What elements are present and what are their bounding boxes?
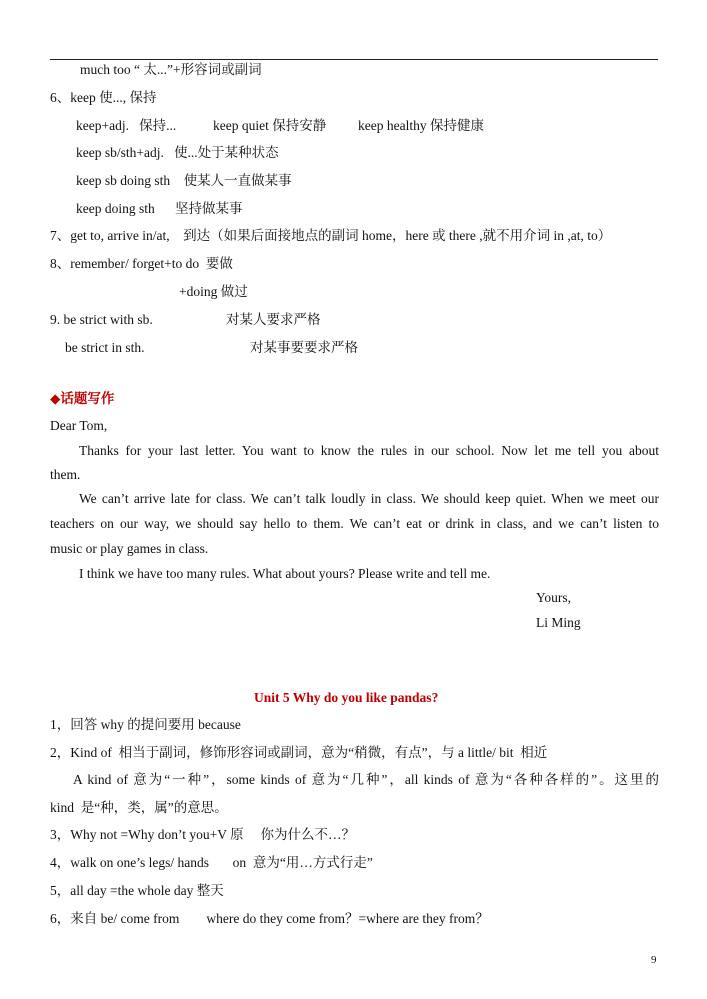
item-9-b: be strict in sth. bbox=[65, 340, 145, 355]
unit5-item-3: 3，Why not =Why don’t you+V 原 你为什么不…？ bbox=[50, 827, 355, 842]
unit5-item-4: 4，walk on one’s legs/ hands on 意为“用…方式行走” bbox=[50, 855, 373, 870]
letter-salutation: Dear Tom, bbox=[50, 418, 108, 433]
letter-p3: I think we have too many rules. What about yours? Please write and tell me. bbox=[79, 566, 491, 581]
unit5-item-5: 5，all day =the whole day 整天 bbox=[50, 883, 224, 898]
letter-p2-line1: We can’t arrive late for class. We can’t talk loudly in class. We should keep quiet. When we meet our bbox=[79, 491, 659, 506]
item-6-keep-doing: keep doing sth 坚持做某事 bbox=[76, 201, 243, 216]
letter-signature: Li Ming bbox=[536, 615, 581, 630]
header-rule bbox=[50, 59, 658, 60]
letter-p2-line3: music or play games in class. bbox=[50, 541, 209, 556]
item-9-chinese: 对某人要求严格 bbox=[226, 312, 321, 327]
item-9-b-chinese: 对某事要要求严格 bbox=[250, 340, 358, 355]
unit5-item-1: 1，回答 why 的提问要用 because bbox=[50, 717, 241, 732]
unit5-item-2b-line1: A kind of 意为“一种”，some kinds of 意为“几种”，all kinds of 意为“各种各样的”。这里的 bbox=[73, 772, 659, 787]
page-number: 9 bbox=[651, 954, 657, 966]
item-6-keep-adj: keep+adj. 保持... bbox=[76, 118, 177, 133]
letter-p1-line2: them. bbox=[50, 467, 81, 482]
item-8-doing: +doing 做过 bbox=[179, 284, 248, 299]
writing-heading: ◆话题写作 bbox=[50, 391, 115, 406]
item-7: 7、get to, arrive in/at, 到达（如果后面接地点的副词 home，here 或 there ,就不用介词 in ,at, to） bbox=[50, 228, 612, 243]
item-6-keep-quiet: keep quiet 保持安静 bbox=[213, 118, 327, 133]
unit5-item-6: 6，来自 be/ come from where do they come from？=where are they from？ bbox=[50, 911, 489, 926]
item-6-keep-sb-adj: keep sb/sth+adj. 使...处于某种状态 bbox=[76, 145, 279, 160]
item-6-heading: 6、keep 使..., 保持 bbox=[50, 90, 157, 105]
item-9: 9. be strict with sb. bbox=[50, 312, 153, 327]
item-8: 8、remember/ forget+to do 要做 bbox=[50, 256, 233, 271]
letter-closing: Yours, bbox=[536, 590, 572, 605]
unit5-item-2: 2，Kind of 相当于副词，修饰形容词或副词，意为“稍微，有点”，与 a little/ bit 相近 bbox=[50, 745, 548, 760]
letter-p2-line2: teachers on our way, we should say hello to them. We can’t eat or drink in class, and we can’t listen to bbox=[50, 516, 659, 531]
letter-p1-line1: Thanks for your last letter. You want to know the rules in our school. Now let me tell you about bbox=[79, 443, 659, 458]
unit5-title: Unit 5 Why do you like pandas? bbox=[254, 690, 439, 705]
much-too-line: much too “ 太...”+形容词或副词 bbox=[80, 62, 262, 77]
item-6-keep-healthy: keep healthy 保持健康 bbox=[358, 118, 484, 133]
item-6-keep-sb-doing: keep sb doing sth 使某人一直做某事 bbox=[76, 173, 292, 188]
unit5-item-2b-line2: kind 是“种，类，属”的意思。 bbox=[50, 800, 228, 815]
